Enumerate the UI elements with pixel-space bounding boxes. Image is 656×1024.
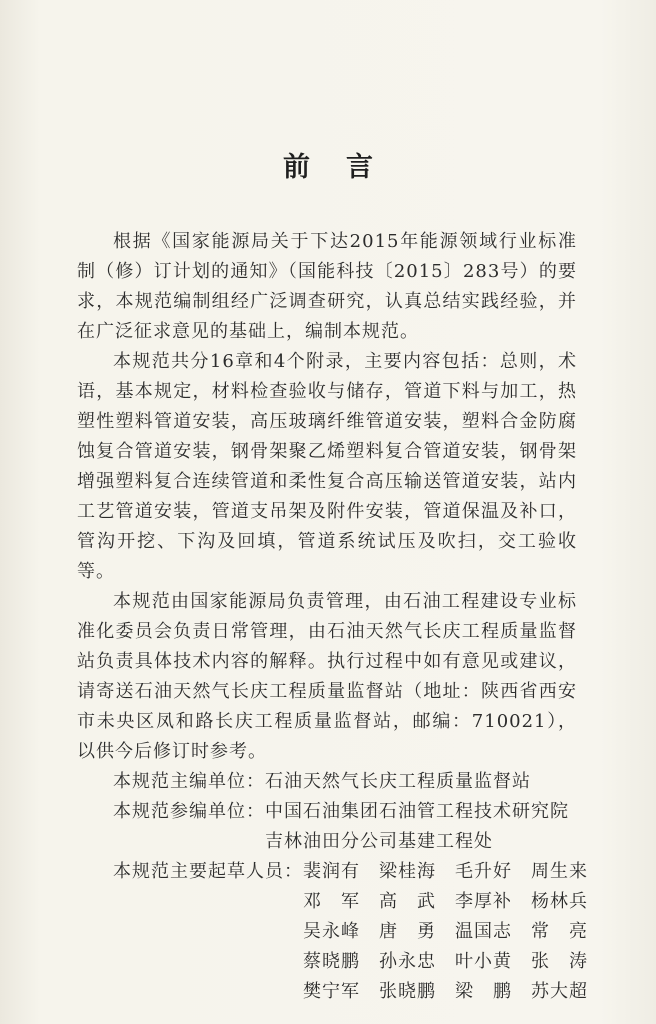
drafter-name: 毛升好	[455, 861, 512, 882]
drafter-name: 邓 军	[303, 891, 360, 912]
drafters-list	[303, 857, 605, 1007]
chief-editor-value: 石油天然气长庆工程质量监督站	[265, 771, 531, 792]
drafter-name: 梁桂海	[379, 861, 436, 882]
drafter-name: 吴永峰	[303, 921, 360, 942]
drafter-name: 唐 勇	[379, 921, 436, 942]
participating-editor-value: 吉林油田分公司基建工程处	[265, 831, 493, 852]
drafter-name: 周生来	[531, 861, 588, 882]
drafter-name: 孙永忠	[379, 951, 436, 972]
paragraph-management: 本规范由国家能源局负责管理，由石油工程建设专业标准化委员会负责日常管理，由石油天然气长庆工程质量监督站负责具体技术内容的解释。执行过程中如有意见或建议，请寄送石油天然气长庆工程质量监督站（地址：陕西省西安市未央区凤和路长庆工程质量监督站，邮编：710021），以供今后修订时参考。	[77, 591, 577, 762]
drafter-name: 常 亮	[531, 921, 588, 942]
drafter-name: 杨林兵	[531, 891, 588, 912]
chief-editor-label: 本规范主编单位：	[113, 771, 265, 792]
preface-body	[77, 227, 588, 1007]
drafter-name: 叶小黄	[455, 951, 512, 972]
drafter-name: 温国志	[455, 921, 512, 942]
chief-editor-row	[77, 767, 577, 797]
paragraph-basis: 根据《国家能源局关于下达2015年能源领域行业标准制（修）订计划的通知》（国能科技〔2015〕283号）的要求，本规范编制组经广泛调查研究，认真总结实践经验，并在广泛征求意见的基础上，编制本规范。	[77, 231, 577, 342]
paragraph-contents: 本规范共分16章和4个附录，主要内容包括：总则，术语，基本规定，材料检查验收与储存，管道下料与加工，热塑性塑料管道安装，高压玻璃纤维管道安装，塑料合金防腐蚀复合管道安装，钢骨架聚乙烯塑料复合管道安装，钢骨架增强塑料复合连续管道和柔性复合高压输送管道安装，站内工艺管道安装，管道支吊架及附件安装，管道保温及补口，管沟开挖、下沟及回填，管道系统试压及吹扫，交工验收等。	[77, 351, 577, 582]
participating-editor-row	[77, 797, 577, 857]
drafter-name: 梁 鹏	[455, 981, 512, 1002]
drafter-name: 张 涛	[531, 951, 588, 972]
participating-editor-values	[265, 797, 569, 857]
drafter-name: 樊宁军	[303, 981, 360, 1002]
drafter-name: 李厚补	[455, 891, 512, 912]
drafter-name: 裴润有	[303, 861, 360, 882]
drafter-name: 苏大超	[531, 981, 588, 1002]
page-title: 前言	[283, 152, 409, 183]
drafter-name: 高 武	[379, 891, 436, 912]
drafters-label: 本规范主要起草人员：	[113, 861, 303, 882]
drafter-name: 蔡晓鹏	[303, 951, 360, 972]
participating-editor-value: 中国石油集团石油管工程技术研究院	[265, 801, 569, 822]
drafters-row	[77, 857, 588, 1007]
drafter-name: 张晓鹏	[379, 981, 436, 1002]
participating-editor-label: 本规范参编单位：	[113, 801, 265, 822]
